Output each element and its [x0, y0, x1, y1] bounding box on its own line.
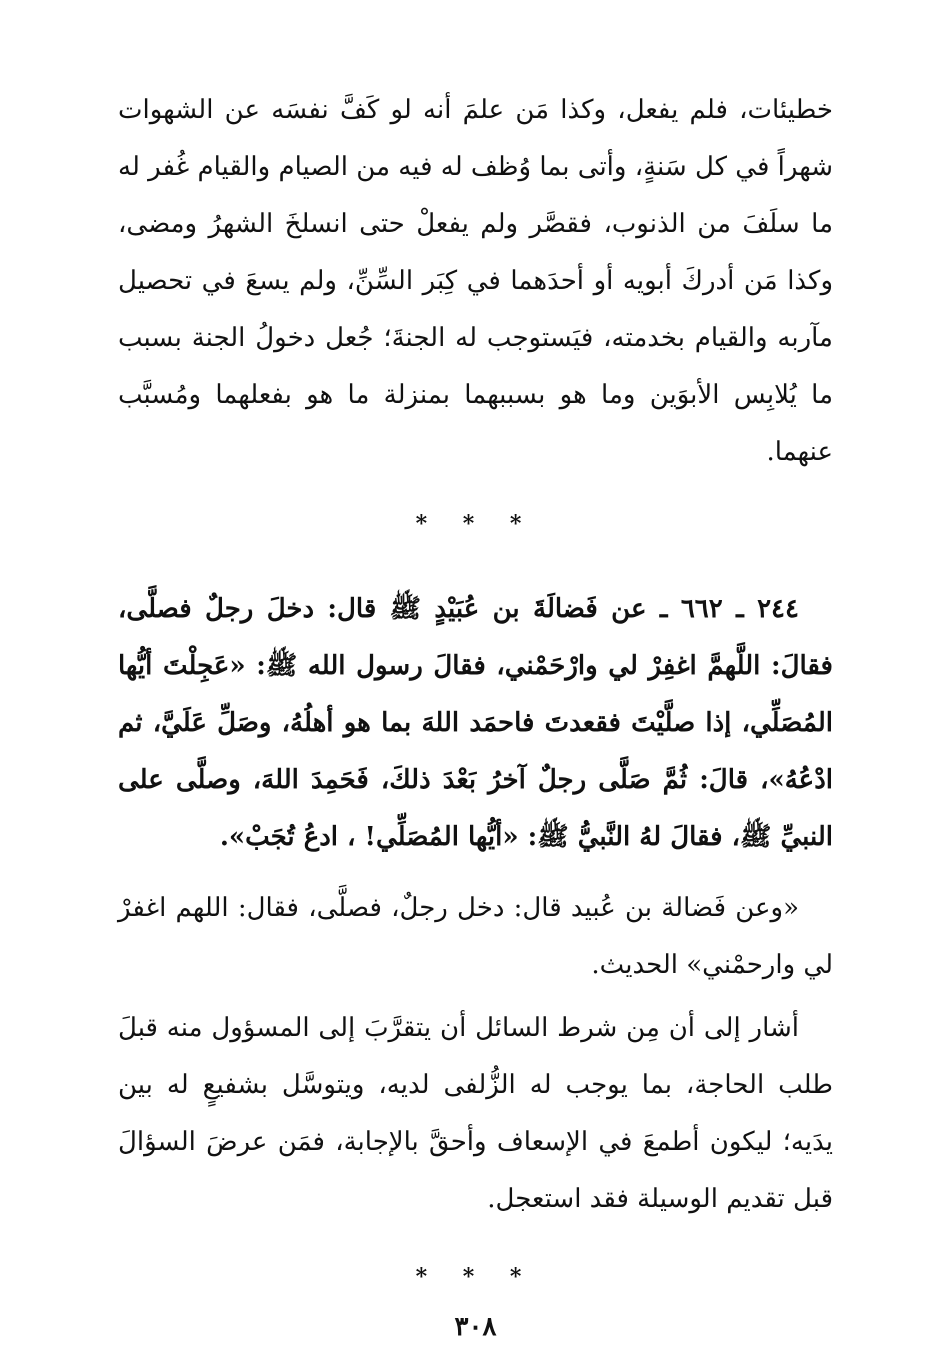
- commentary-paragraph: أشار إلى أن مِن شرط السائل أن يتقرَّبَ إلى المسؤول منه قبلَ طلب الحاجة، بما يوجب له الزُّلفى لديه، ويتوسَّل بشفيعٍ له بين يدَيه؛ ليكون أطمعَ في الإسعاف وأحقَّ بالإجابة، فمَن عرضَ السؤالَ قبل تقديم الوسيلة فقد استعجل.: [118, 1013, 833, 1214]
- hadith-text: ٢٤٤ ـ ٦٦٢ ـ عن فَضالَةَ بن عُبَيْدٍ ﷺ قال: دخلَ رجلٌ فصلَّى، فقالَ: اللَّهمَّ اغفِرْ لي وارْحَمْني، فقالَ رسول الله ﷺ: «عَجِلْتَ أيُّها المُصَلِّي، إذا صلَّيْتَ فقعدتَ فاحمَد اللهَ بما هو أهلُهُ، وصَلِّ عَلَيَّ، ثم ادْعُهُ»، قالَ: ثُمَّ صَلَّى رجلٌ آخرُ بَعْدَ ذلكَ، فَحَمِدَ اللهَ، وصلَّى على النبيِّ ﷺ، فقالَ لهُ النَّبيُّ ﷺ: «أيُّها المُصَلِّي! ، ادعُ تُجَبْ».: [118, 594, 833, 852]
- page-number: ٣٠٨: [454, 1312, 497, 1342]
- intro-paragraph: خطيئات، فلم يفعل، وكذا مَن علمَ أنه لو كَفَّ نفسَه عن الشهوات شهراً في كل سَنةٍ، وأتى بما وُظف له فيه من الصيام والقيام غُفر له ما سلَفَ من الذنوب، فقصَّر ولم يفعلْ حتى انسلخَ الشهرُ ومضى، وكذا مَن أدركَ أبويه أو أحدَهما في كِبَر السِّنِّ، ولم يسعَ في تحصيل مآربه والقيام بخدمته، فيَستوجب له الجنةَ؛ جُعل دخولُ الجنة بسبب ما يُلابِس الأبوَين وما هو بسببهما بمنزلة ما هو بفعلهما ومُسبَّب عنهما.: [118, 95, 833, 467]
- section-separator: * * *: [415, 1264, 536, 1290]
- hadith-quote: «وعن فَضالة بن عُبيد قال: دخل رجلٌ، فصلَّى، فقال: اللهم اغفرْ لي وارحمْني» الحديث.: [118, 893, 833, 980]
- section-separator: * * *: [415, 511, 536, 537]
- page-content: [118, 82, 833, 1342]
